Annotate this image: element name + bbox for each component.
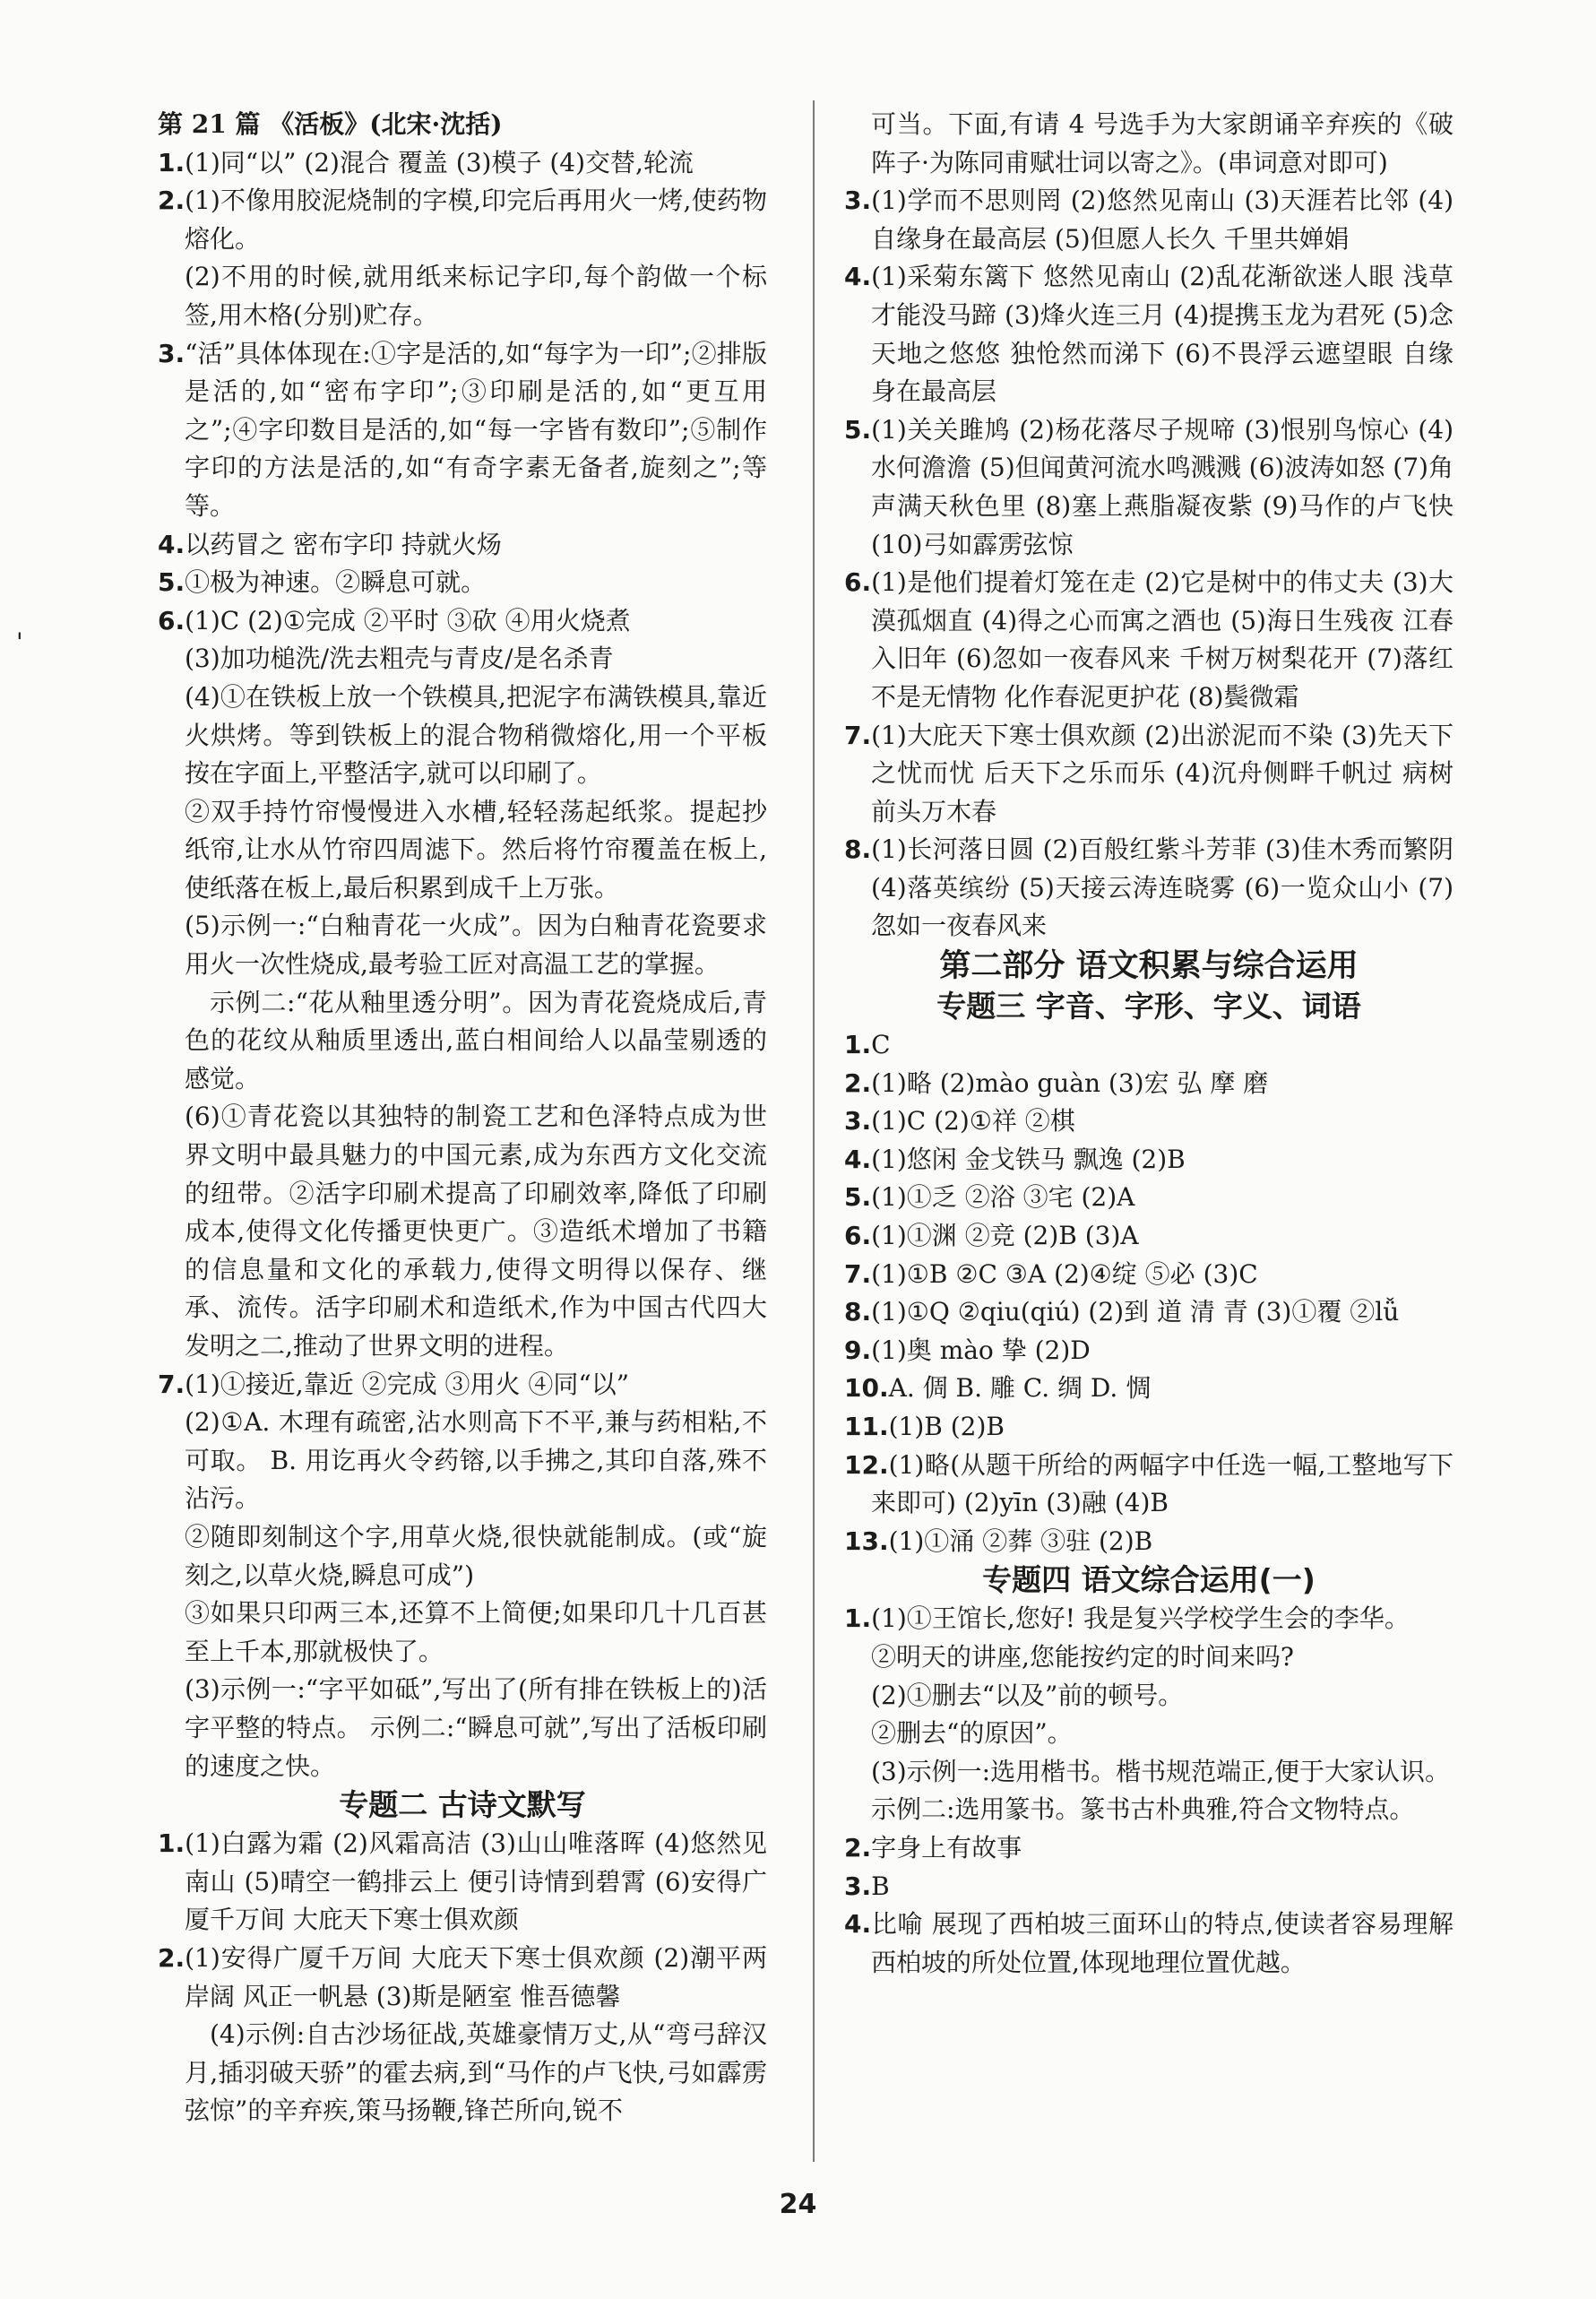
item-text: (1)①王馆长,您好! 我是复兴学校学生会的李华。 — [871, 1603, 1410, 1634]
answer-continuation: (4)①在铁板上放一个铁模具,把泥字布满铁模具,靠近火烘烤。等到铁板上的混合物稍微熔化,用一个平板按在字面上,平整活字,就可以印刷了。 — [185, 681, 767, 789]
answer-continuation: ②明天的讲座,您能按约定的时间来吗? — [871, 1641, 1294, 1672]
item-number: 13. — [844, 1525, 889, 1556]
answer-item — [844, 1026, 1454, 1065]
item-text: (1)B (2)B — [888, 1412, 1005, 1441]
answer-item — [844, 1408, 1454, 1447]
answer-item — [158, 526, 767, 565]
answer-item — [844, 1868, 1454, 1906]
item-text: (1)悠闲 金戈铁马 飘逸 (2)B — [871, 1144, 1186, 1174]
answer-item — [844, 1179, 1454, 1217]
item-text: (1)略(从题干所给的两幅字中任选一幅,工整地写下来即可) (2)yīn (3)融 (4)B — [871, 1449, 1454, 1518]
answer-item — [844, 1332, 1454, 1370]
item-text: (1)同“以” (2)混合 覆盖 (3)模子 (4)交替,轮流 — [185, 147, 694, 177]
part-heading: 第二部分 语文积累与综合运用 — [939, 948, 1359, 985]
item-text: 字身上有故事 — [871, 1832, 1022, 1863]
answer-continuation: (5)示例一:“白釉青花一火成”。因为白釉青花瓷要求用火一次性烧成,最考验工匠对高温工艺的掌握。 — [185, 911, 767, 980]
item-text: (1)白露为霜 (2)风霜高洁 (3)山山唯落晖 (4)悠然见南山 (5)晴空一鹤排云上 便引诗情到碧霄 (6)安得广厦千万间 大庇天下寒士俱欢颜 — [185, 1828, 767, 1935]
item-number: 12. — [844, 1449, 889, 1480]
item-number: 4. — [844, 1909, 872, 1940]
answer-item — [844, 717, 1454, 832]
answer-item — [844, 1293, 1454, 1332]
item-number: 11. — [844, 1412, 889, 1441]
item-text: (1)安得广厦千万间 大庇天下寒士俱欢颜 (2)潮平两岸阔 风正一帆悬 (3)斯是陋室 惟吾德馨 — [185, 1942, 767, 2011]
answer-item — [844, 411, 1454, 564]
item-text: (1)①渊 ②竞 (2)B (3)A — [871, 1221, 1139, 1251]
margin-mark: ' — [16, 627, 23, 657]
item-number: 3. — [844, 186, 872, 216]
answer-item — [844, 1906, 1454, 1982]
answer-continuation: (2)①A. 木理有疏密,沾水则高下不平,兼与药相粘,不可取。 B. 用讫再火令药镕,以手拂之,其印自落,殊不沾污。 — [185, 1407, 767, 1514]
item-text: (1)长河落日圆 (2)百般红紫斗芳菲 (3)佳木秀而繁阴 (4)落英缤纷 (5)天接云涛连晓雾 (6)一览众山小 (7)忽如一夜春风来 — [871, 834, 1454, 941]
answer-item — [844, 1217, 1454, 1256]
answer-continuation: (3)示例一:选用楷书。楷书规范端正,便于大家认识。 — [871, 1756, 1450, 1786]
answer-item — [844, 1370, 1454, 1408]
answer-item — [158, 144, 767, 183]
answer-item — [158, 602, 767, 641]
item-number: 4. — [158, 529, 185, 559]
answer-continuation: (3)示例一:“字平如砥”,写出了(所有排在铁板上的)活字平整的特点。 示例二:“瞬息可就”,写出了活板印刷的速度之快。 — [185, 1674, 767, 1781]
item-number: 4. — [844, 1144, 872, 1174]
item-number: 5. — [844, 1182, 872, 1213]
item-text: (1)①B ②C ③A (2)④绽 ⑤必 (3)C — [871, 1258, 1258, 1289]
item-number: 1. — [158, 147, 185, 177]
item-text: (1)①接近,靠近 ②完成 ③用火 ④同“以” — [185, 1369, 630, 1399]
item-number: 10. — [844, 1373, 889, 1404]
item-text: (1)奥 mào 挚 (2)D — [871, 1335, 1091, 1365]
item-text: (1)①乏 ②浴 ③宅 (2)A — [871, 1182, 1135, 1213]
item-number: 3. — [844, 1106, 872, 1137]
item-number: 8. — [844, 1297, 872, 1327]
answer-item — [158, 1366, 767, 1404]
answer-continuation: ②删去“的原因”。 — [871, 1718, 1073, 1749]
answer-item — [844, 1600, 1454, 1638]
topic-heading: 专题二 古诗文默写 — [339, 1787, 586, 1823]
item-text: (1)C (2)①完成 ②平时 ③砍 ④用火烧煮 — [185, 605, 631, 635]
item-text: “活”具体体现在:①字是活的,如“每字为一印”;②排版是活的,如“密布字印”;③印刷是活的,如“更互用之”;④字印数目是活的,如“每一字皆有数印”;⑤制作字印的方法是活的,如“有奇字素无备者,旋刻之”;等等。 — [185, 338, 767, 521]
answer-item — [844, 1256, 1454, 1294]
item-number: 6. — [844, 1221, 872, 1251]
item-text: (1)大庇天下寒士俱欢颜 (2)出淤泥而不染 (3)先天下之忧而忧 后天下之乐而乐 (4)沉舟侧畔千帆过 病树前头万木春 — [871, 720, 1454, 826]
item-text: (1)①涌 ②葬 ③驻 (2)B — [888, 1525, 1153, 1556]
answer-item — [844, 1829, 1454, 1868]
item-number: 3. — [844, 1871, 872, 1901]
item-text: (1)①Q ②qiu(qiú) (2)到 道 清 青 (3)①覆 ②lǚ — [871, 1297, 1400, 1327]
item-text: ①极为神速。②瞬息可就。 — [185, 567, 487, 598]
answer-item — [844, 831, 1454, 946]
item-number: 7. — [844, 720, 872, 750]
item-number: 1. — [844, 1030, 872, 1060]
item-number: 2. — [844, 1832, 872, 1863]
answer-item — [844, 1447, 1454, 1523]
answer-item — [158, 564, 767, 602]
item-number: 8. — [844, 834, 872, 865]
answer-item — [844, 1523, 1454, 1561]
answer-item — [158, 182, 767, 258]
answer-continuation: 示例二:“花从釉里透分明”。因为青花瓷烧成后,青色的花纹从釉质里透出,蓝白相间给人以晶莹剔透的感觉。 — [185, 987, 767, 1093]
item-number: 9. — [844, 1335, 872, 1365]
answer-item — [844, 182, 1454, 258]
answer-continuation: ③如果只印两三本,还算不上简便;如果印几十几百甚至上千本,那就极快了。 — [185, 1598, 767, 1666]
item-number: 5. — [158, 567, 185, 598]
item-number: 7. — [158, 1369, 185, 1399]
left-column — [158, 106, 767, 2130]
answer-continuation: ②随即刻制这个字,用草火烧,很快就能制成。(或“旋刻之,以草火烧,瞬息可成”) — [185, 1521, 767, 1590]
answer-item — [158, 335, 767, 526]
item-text: (1)略 (2)mào guàn (3)宏 弘 摩 磨 — [871, 1067, 1269, 1098]
topic-heading: 专题四 语文综合运用(一) — [982, 1562, 1316, 1598]
answer-item — [844, 1141, 1454, 1180]
answer-continuation: 可当。下面,有请 4 号选手为大家朗诵辛弃疾的《破阵子·为陈同甫赋壮词以寄之》。(串词意对即可) — [871, 109, 1454, 177]
answer-continuation: (2)①删去“以及”前的顿号。 — [871, 1680, 1184, 1710]
item-number: 6. — [158, 605, 185, 635]
item-text: (1)学而不思则罔 (2)悠然见南山 (3)天涯若比邻 (4)自缘身在最高层 (5)但愿人长久 千里共婵娟 — [871, 186, 1454, 254]
item-number: 6. — [844, 567, 872, 598]
item-text: A. 倜 B. 雕 C. 绸 D. 惆 — [888, 1373, 1152, 1404]
item-text: (1)是他们提着灯笼在走 (2)它是树中的伟丈夫 (3)大漠孤烟直 (4)得之心而寓之酒也 (5)海日生残夜 江春入旧年 (6)忽如一夜春风来 千树万树梨花开 (7)落红不是无情物 化作春泥更护花 (8)鬓微霜 — [871, 567, 1454, 712]
answer-continuation: (2)不用的时候,就用纸来标记字印,每个韵做一个标签,用木格(分别)贮存。 — [185, 262, 767, 330]
item-number: 2. — [158, 1942, 185, 1973]
answer-item — [844, 258, 1454, 411]
answer-item — [844, 1065, 1454, 1103]
topic-heading: 专题三 字音、字形、字义、词语 — [936, 989, 1361, 1024]
answer-item — [158, 1940, 767, 2016]
right-column — [844, 106, 1454, 1982]
item-text: 比喻 展现了西柏坡三面环山的特点,使读者容易理解西柏坡的所处位置,体现地理位置优越。 — [871, 1909, 1454, 1977]
answer-continuation: (3)加功槌洗/洗去粗壳与青皮/是名杀青 — [185, 644, 614, 674]
answer-continuation: ②双手持竹帘慢慢进入水槽,轻轻荡起纸浆。提起抄纸帘,让水从竹帘四周滤下。然后将竹帘覆盖在板上,使纸落在板上,最后积累到成千上万张。 — [185, 796, 767, 903]
item-text: C — [871, 1030, 891, 1060]
item-number: 5. — [844, 414, 872, 445]
item-number: 3. — [158, 338, 185, 368]
answer-continuation: (4)示例:自古沙场征战,英雄豪情万丈,从“弯弓辞汉月,插羽破天骄”的霍去病,到“马作的卢飞快,弓如霹雳弦惊”的辛弃疾,策马扬鞭,锋芒所向,锐不 — [185, 2019, 767, 2126]
answer-item — [158, 1825, 767, 1940]
page-number: 24 — [779, 2189, 817, 2220]
item-text: (1)不像用胶泥烧制的字模,印完后再用火一烤,使药物熔化。 — [185, 186, 767, 254]
item-number: 2. — [158, 186, 185, 216]
item-number: 7. — [844, 1258, 872, 1289]
item-text: 以药冒之 密布字印 持就火炀 — [185, 529, 502, 559]
item-number: 2. — [844, 1067, 872, 1098]
item-number: 1. — [844, 1603, 872, 1634]
column-divider — [813, 100, 815, 2162]
section-title: 第 21 篇 《活板》(北宋·沈括) — [158, 109, 503, 139]
answer-continuation: 示例二:选用篆书。篆书古朴典雅,符合文物特点。 — [871, 1794, 1415, 1825]
item-text: (1)采菊东篱下 悠然见南山 (2)乱花渐欲迷人眼 浅草才能没马蹄 (3)烽火连三月 (4)提携玉龙为君死 (5)念天地之悠悠 独怆然而涕下 (6)不畏浮云遮望眼 自缘身在最高层 — [871, 262, 1454, 407]
item-number: 4. — [844, 262, 872, 292]
item-text: (1)C (2)①祥 ②棋 — [871, 1106, 1075, 1137]
item-number: 1. — [158, 1828, 185, 1859]
item-text: B — [871, 1871, 890, 1901]
answer-item — [844, 564, 1454, 716]
answer-continuation: (6)①青花瓷以其独特的制瓷工艺和色泽特点成为世界文明中最具魅力的中国元素,成为东西方文化交流的纽带。②活字印刷术提高了印刷效率,降低了印刷成本,使得文化传播更快更广。③造纸术增加了书籍的信息量和文化的承载力,使得文明得以保存、继承、流传。活字印刷术和造纸术,作为中国古代四大发明之二,推动了世界文明的进程。 — [185, 1102, 767, 1361]
item-text: (1)关关雎鸠 (2)杨花落尽子规啼 (3)恨别鸟惊心 (4)水何澹澹 (5)但闻黄河流水鸣溅溅 (6)波涛如怒 (7)角声满天秋色里 (8)塞上燕脂凝夜紫 (9)马作的卢飞快 (10)弓如霹雳弦惊 — [871, 414, 1454, 559]
answer-item — [844, 1102, 1454, 1141]
